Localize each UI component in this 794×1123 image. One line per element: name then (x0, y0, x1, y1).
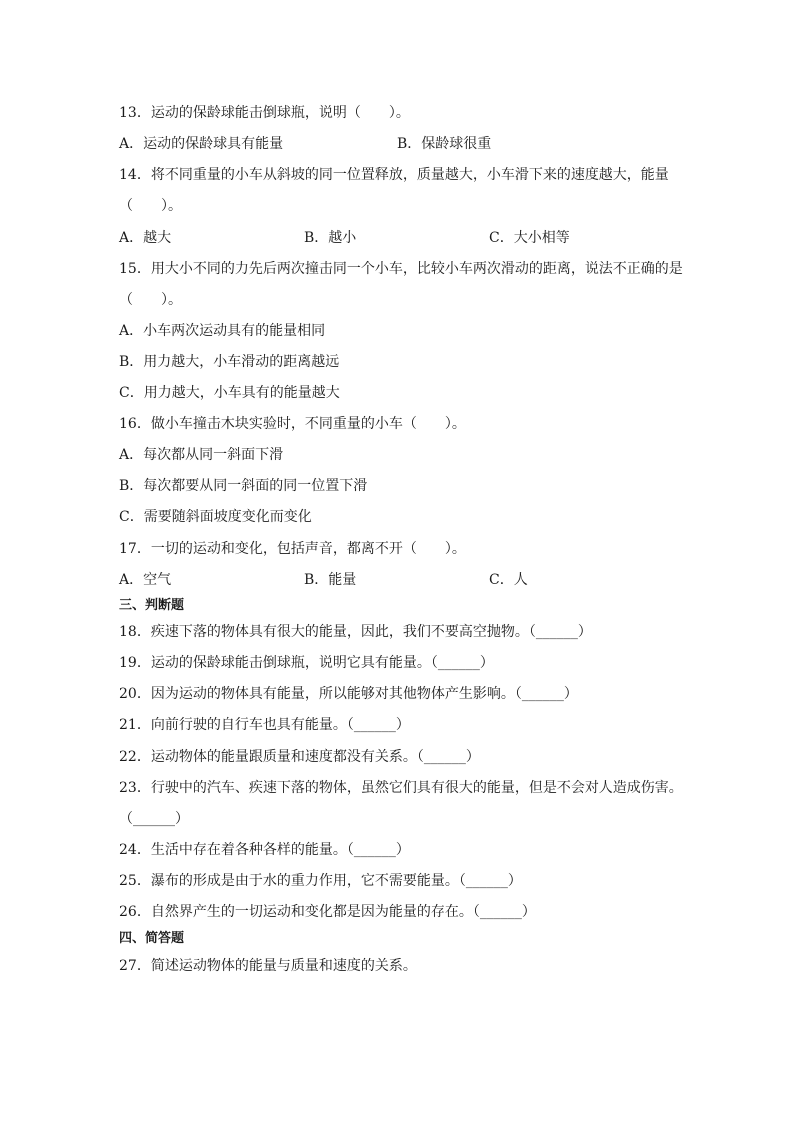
q15-option-c: C．用力越大，小车具有的能量越大 (119, 385, 340, 401)
q15-option-a: A．小车两次运动具有的能量相同 (119, 323, 326, 339)
section-heading-true-false: 三、判断题 (119, 598, 185, 613)
q17-option-c: C．人 (489, 572, 528, 588)
question-19: 19．运动的保龄球能击倒球瓶，说明它具有能量。（______） (119, 655, 494, 671)
q16-option-c: C．需要随斜面坡度变化而变化 (119, 509, 312, 525)
question-15: 15．用大小不同的力先后两次撞击同一个小车，比较小车两次滑动的距离，说法不正确的是 (119, 261, 683, 277)
q13-option-b: B．保龄球很重 (397, 136, 492, 152)
question-20: 20．因为运动的物体具有能量，所以能够对其他物体产生影响。（______） (119, 686, 578, 702)
question-13: 13．运动的保龄球能击倒球瓶，说明（ ）。 (119, 105, 410, 121)
question-14: 14．将不同重量的小车从斜坡的同一位置释放，质量越大，小车滑下来的速度越大，能量 (119, 167, 669, 183)
question-18: 18．疾速下落的物体具有很大的能量，因此，我们不要高空抛物。（______） (119, 624, 592, 640)
q16-option-a: A．每次都从同一斜面下滑 (119, 447, 284, 463)
question-17: 17．一切的运动和变化，包括声音，都离不开（ ）。 (119, 541, 466, 557)
question-26: 26．自然界产生的一切运动和变化都是因为能量的存在。（______） (119, 904, 536, 920)
question-24: 24．生活中存在着各种各样的能量。（______） (119, 842, 410, 858)
q17-option-a: A．空气 (119, 572, 172, 588)
q15-option-b: B．用力越大，小车滑动的距离越远 (119, 354, 340, 370)
question-23: 23．行驶中的汽车、疾速下落的物体，虽然它们具有很大的能量，但是不会对人造成伤害。 (119, 780, 683, 796)
q14-option-b: B．越小 (304, 230, 357, 246)
question-16: 16．做小车撞击木块实验时，不同重量的小车（ ）。 (119, 416, 466, 432)
q13-option-a: A．运动的保龄球具有能量 (119, 136, 284, 152)
question-21: 21．向前行驶的自行车也具有能量。（______） (119, 717, 410, 733)
q16-option-b: B．每次都要从同一斜面的同一位置下滑 (119, 478, 368, 494)
q14-option-a: A．越大 (119, 230, 172, 246)
q17-option-b: B．能量 (304, 572, 357, 588)
question-15-cont: （ ）。 (119, 292, 182, 308)
question-23-cont: （______） (119, 811, 189, 827)
question-25: 25．瀑布的形成是由于水的重力作用，它不需要能量。（______） (119, 873, 522, 889)
question-14-cont: （ ）。 (119, 198, 182, 214)
question-22: 22．运动物体的能量跟质量和速度都没有关系。（______） (119, 749, 480, 765)
q14-option-c: C．大小相等 (489, 230, 570, 246)
question-27: 27．简述运动物体的能量与质量和速度的关系。 (119, 958, 417, 974)
section-heading-short-answer: 四、简答题 (119, 931, 185, 946)
